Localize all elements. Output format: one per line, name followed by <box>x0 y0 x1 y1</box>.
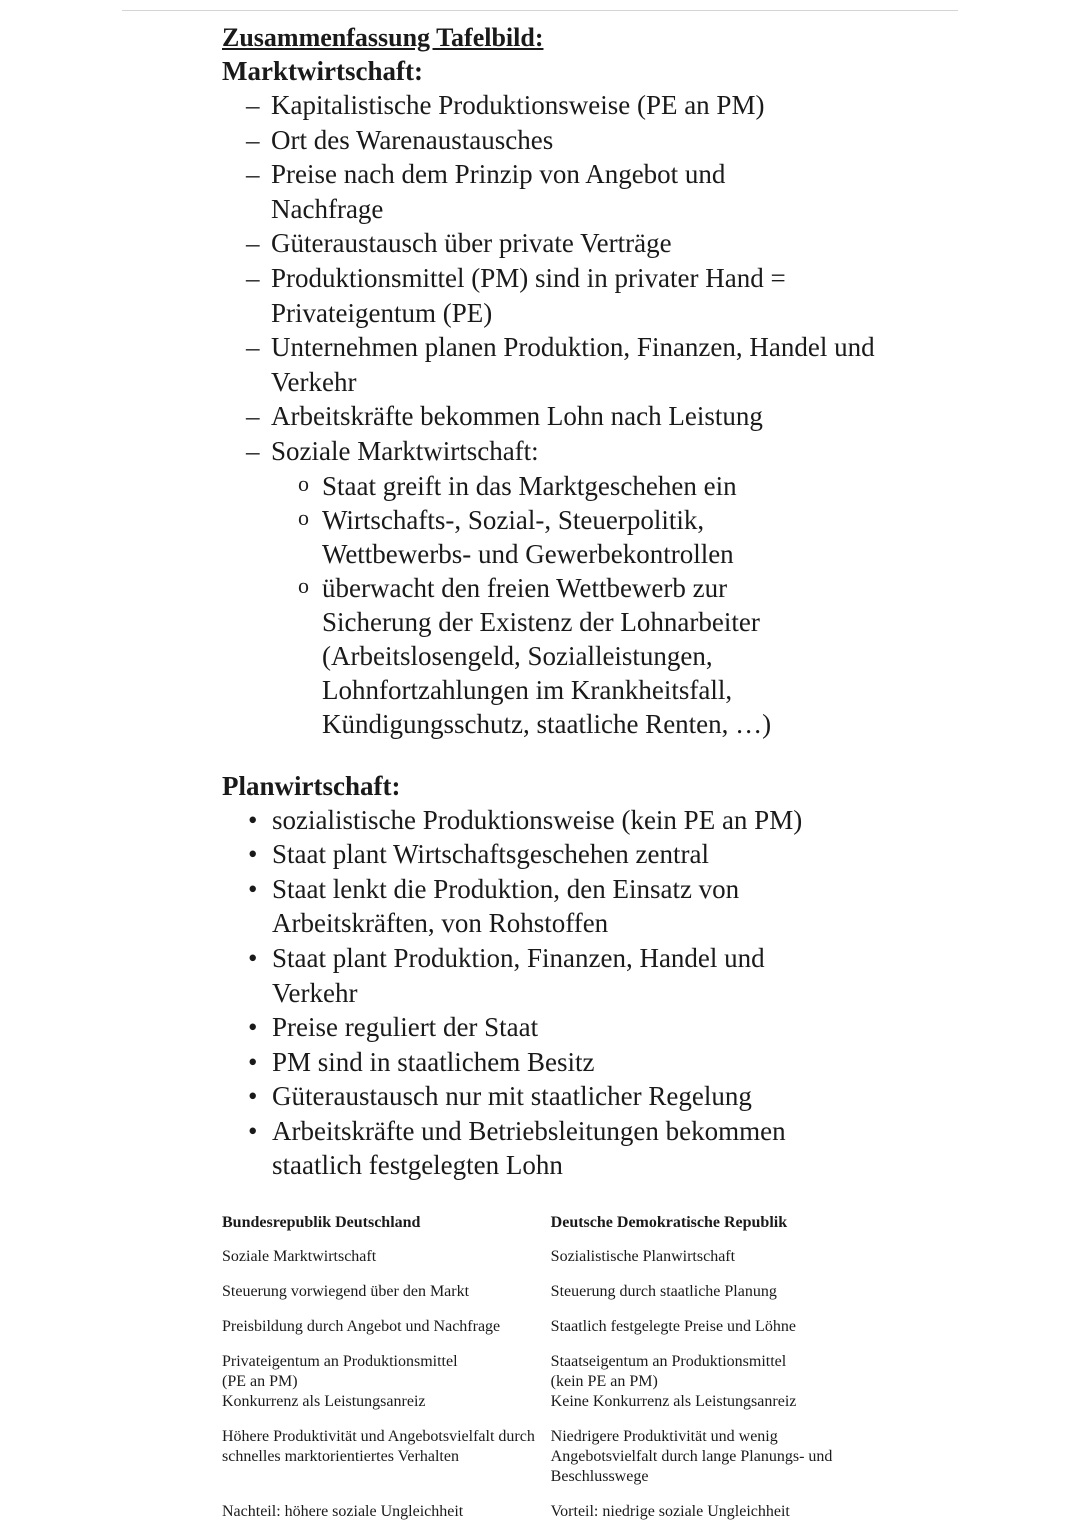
table-cell: Nachteil: höhere soziale Ungleichheit <box>222 1503 464 1521</box>
sub-list-item: o Wirtschafts-, Sozial-, Steuerpolitik, Wettbewerbs- und Gewerbekontrollen <box>222 503 752 571</box>
table-cell: Staatlich festgelegte Preise und Löhne <box>550 1318 796 1336</box>
list-item: • Staat lenkt die Produktion, den Einsatz von Arbeitskräften, von Rohstoffen <box>222 872 812 941</box>
table-cell: Privateigentum an Produktionsmittel (PE an PM) <box>222 1353 458 1391</box>
document-page <box>222 22 962 1537</box>
table-row <box>222 1427 862 1502</box>
table-cell: Niedrigere Produktivität und wenig Angebotsvielfalt durch lange Planungs- und Beschlusswege <box>550 1428 833 1486</box>
list-item: • Staat plant Wirtschaftsgeschehen zentral <box>222 837 962 872</box>
list-item: – Arbeitskräfte bekommen Lohn nach Leistung <box>222 399 962 434</box>
table-cell: Höhere Produktivität und Angebotsvielfalt durch schnelles marktorientiertes Verhalten <box>222 1428 535 1466</box>
list-item: – Unternehmen planen Produktion, Finanzen, Handel und Verkehr <box>222 330 911 399</box>
social-market-sublist <box>222 469 962 741</box>
table-cell: Steuerung vorwiegend über den Markt <box>222 1283 470 1301</box>
table-cell: Steuerung durch staatliche Planung <box>550 1283 777 1301</box>
list-item: – Produktionsmittel (PM) sind in privater Hand = Privateigentum (PE) <box>222 261 831 330</box>
table-cell: Sozialistische Planwirtschaft <box>550 1248 736 1266</box>
list-item: – Güteraustausch über private Verträge <box>222 226 962 261</box>
sub-list-item: o Staat greift in das Marktgeschehen ein <box>222 469 962 503</box>
table-row <box>222 1247 862 1282</box>
list-item: – Preise nach dem Prinzip von Angebot und Nachfrage <box>222 157 741 226</box>
table-row <box>222 1352 862 1392</box>
list-item: – Soziale Marktwirtschaft: <box>222 434 962 469</box>
table-row <box>222 1392 862 1427</box>
table-row <box>222 1282 862 1317</box>
plan-heading: Planwirtschaft: <box>222 770 401 801</box>
list-item: • Güteraustausch nur mit staatlicher Regelung <box>222 1079 962 1114</box>
market-heading: Marktwirtschaft: <box>222 56 423 86</box>
list-item: • PM sind in staatlichem Besitz <box>222 1045 962 1080</box>
table-cell: Vorteil: niedrige soziale Ungleichheit <box>550 1503 790 1521</box>
page-title: Zusammenfassung Tafelbild: <box>222 23 544 52</box>
top-divider <box>122 10 958 11</box>
table-cell: Soziale Marktwirtschaft <box>222 1248 377 1266</box>
list-item: • sozialistische Produktionsweise (kein PE an PM) <box>222 803 962 838</box>
list-item: – Ort des Warenaustausches <box>222 123 962 158</box>
table-cell: Keine Konkurrenz als Leistungsanreiz <box>550 1393 797 1411</box>
table-cell: Staatseigentum an Produktionsmittel (kein PE an PM) <box>550 1353 787 1391</box>
comparison-table <box>222 1213 862 1537</box>
list-item: – Kapitalistische Produktionsweise (PE an PM) <box>222 88 962 123</box>
list-item: • Staat plant Produktion, Finanzen, Handel und Verkehr <box>222 941 832 1010</box>
table-cell: Konkurrenz als Leistungsanreiz <box>222 1393 426 1411</box>
table-row <box>222 1317 862 1352</box>
plan-list <box>222 803 962 1184</box>
header-ddr: Deutsche Demokratische Republik <box>550 1214 788 1232</box>
market-list <box>222 88 962 469</box>
list-item: • Arbeitskräfte und Betriebsleitungen bekommen staatlich festgelegten Lohn <box>222 1114 862 1183</box>
list-item: • Preise reguliert der Staat <box>222 1010 962 1045</box>
table-cell: Preisbildung durch Angebot und Nachfrage <box>222 1318 501 1336</box>
table-row <box>222 1502 862 1537</box>
sub-list-item: o überwacht den freien Wettbewerb zur Sicherung der Existenz der Lohnarbeiter (Arbeitslosengeld, Sozialleistungen, Lohnfortzahlungen im Krankheitsfall, Kündigungsschutz, staatliche Renten, …) <box>222 571 792 741</box>
table-header-row <box>222 1213 862 1247</box>
header-brd: Bundesrepublik Deutschland <box>222 1214 421 1232</box>
